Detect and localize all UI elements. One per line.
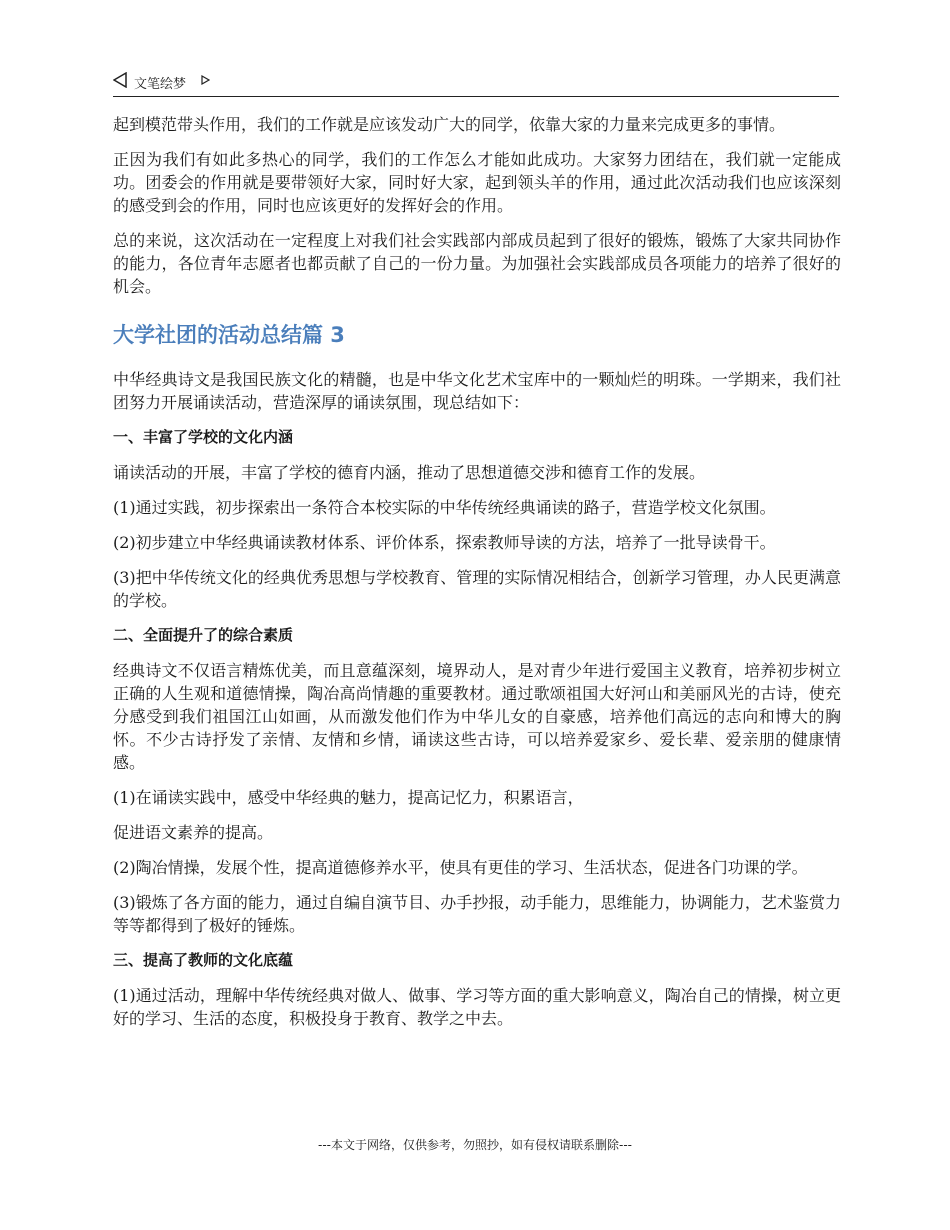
paragraph: (1)在诵读实践中，感受中华经典的魅力，提高记忆力，积累语言， bbox=[113, 788, 584, 807]
paragraph: (3)把中华传统文化的经典优秀思想与学校教育、管理的实际情况相结合，创新学习管理，办人民更满意的学校。 bbox=[113, 568, 841, 610]
paragraph: (3)锻炼了各方面的能力，通过自编自演节目、办手抄报，动手能力，思维能力，协调能力，艺术鉴赏力等等都得到了极好的锤炼。 bbox=[113, 893, 841, 935]
subheading-1: 一、丰富了学校的文化内涵 bbox=[113, 428, 294, 446]
triangle-left-icon[interactable] bbox=[113, 72, 127, 88]
paragraph: 正因为我们有如此多热心的同学，我们的工作怎么才能如此成功。大家努力团结在，我们就一定能成功。团委会的作用就是要带领好大家，同时好大家，起到领头羊的作用，通过此次活动我们也应该深刻的感受到会的作用，同时也应该更好的发挥好会的作用。 bbox=[113, 150, 841, 215]
triangle-right-icon[interactable] bbox=[201, 75, 210, 85]
header-title: 文笔绘梦 bbox=[134, 77, 187, 92]
paragraph: 促进语文素养的提高。 bbox=[113, 823, 274, 842]
document-body bbox=[113, 113, 841, 1042]
paragraph: (1)通过活动，理解中华传统经典对做人、做事、学习等方面的重大影响意义，陶冶自己的情操，树立更好的学习、生活的态度，积极投身于教育、教学之中去。 bbox=[113, 986, 841, 1028]
paragraph: (2)初步建立中华经典诵读教材体系、评价体系，探索教师导读的方法，培养了一批导读骨干。 bbox=[113, 533, 776, 552]
paragraph: (2)陶冶情操，发展个性，提高道德修养水平，使具有更佳的学习、生活状态，促进各门功课的学。 bbox=[113, 858, 808, 877]
intro-paragraph: 中华经典诗文是我国民族文化的精髓，也是中华文化艺术宝库中的一颗灿烂的明珠。一学期来，我们社团努力开展诵读活动，营造深厚的诵读氛围，现总结如下： bbox=[113, 370, 841, 412]
paragraph: (1)通过实践，初步探索出一条符合本校实际的中华传统经典诵读的路子，营造学校文化氛围。 bbox=[113, 498, 776, 517]
paragraph: 诵读活动的开展，丰富了学校的德育内涵，推动了思想道德交涉和德育工作的发展。 bbox=[113, 463, 706, 482]
subheading-3: 三、提高了教师的文化底蕴 bbox=[113, 951, 294, 969]
paragraph: 起到模范带头作用，我们的工作就是应该发动广大的同学，依靠大家的力量来完成更多的事情。 bbox=[113, 115, 786, 134]
page-header bbox=[113, 70, 839, 97]
paragraph: 总的来说，这次活动在一定程度上对我们社会实践部内部成员起到了很好的锻炼，锻炼了大家共同协作的能力，各位青年志愿者也都贡献了自己的一份力量。为加强社会实践部成员各项能力的培养了很好的机会。 bbox=[113, 231, 841, 296]
subheading-2: 二、全面提升了的综合素质 bbox=[113, 626, 294, 644]
paragraph: 经典诗文不仅语言精炼优美，而且意蕴深刻，境界动人，是对青少年进行爱国主义教育，培养初步树立正确的人生观和道德情操，陶冶高尚情趣的重要教材。通过歌颂祖国大好河山和美丽风光的古诗，使充分感受到我们祖国江山如画，从而激发他们作为中华儿女的自豪感，培养他们高远的志向和博大的胸怀。不少古诗抒发了亲情、友情和乡情，诵读这些古诗，可以培养爱家乡、爱长辈、爱亲朋的健康情感。 bbox=[113, 661, 841, 772]
section-title: 大学社团的活动总结篇 3 bbox=[113, 323, 345, 347]
footer-disclaimer: ---本文于网络，仅供参考，勿照抄，如有侵权请联系删除--- bbox=[318, 1138, 632, 1152]
